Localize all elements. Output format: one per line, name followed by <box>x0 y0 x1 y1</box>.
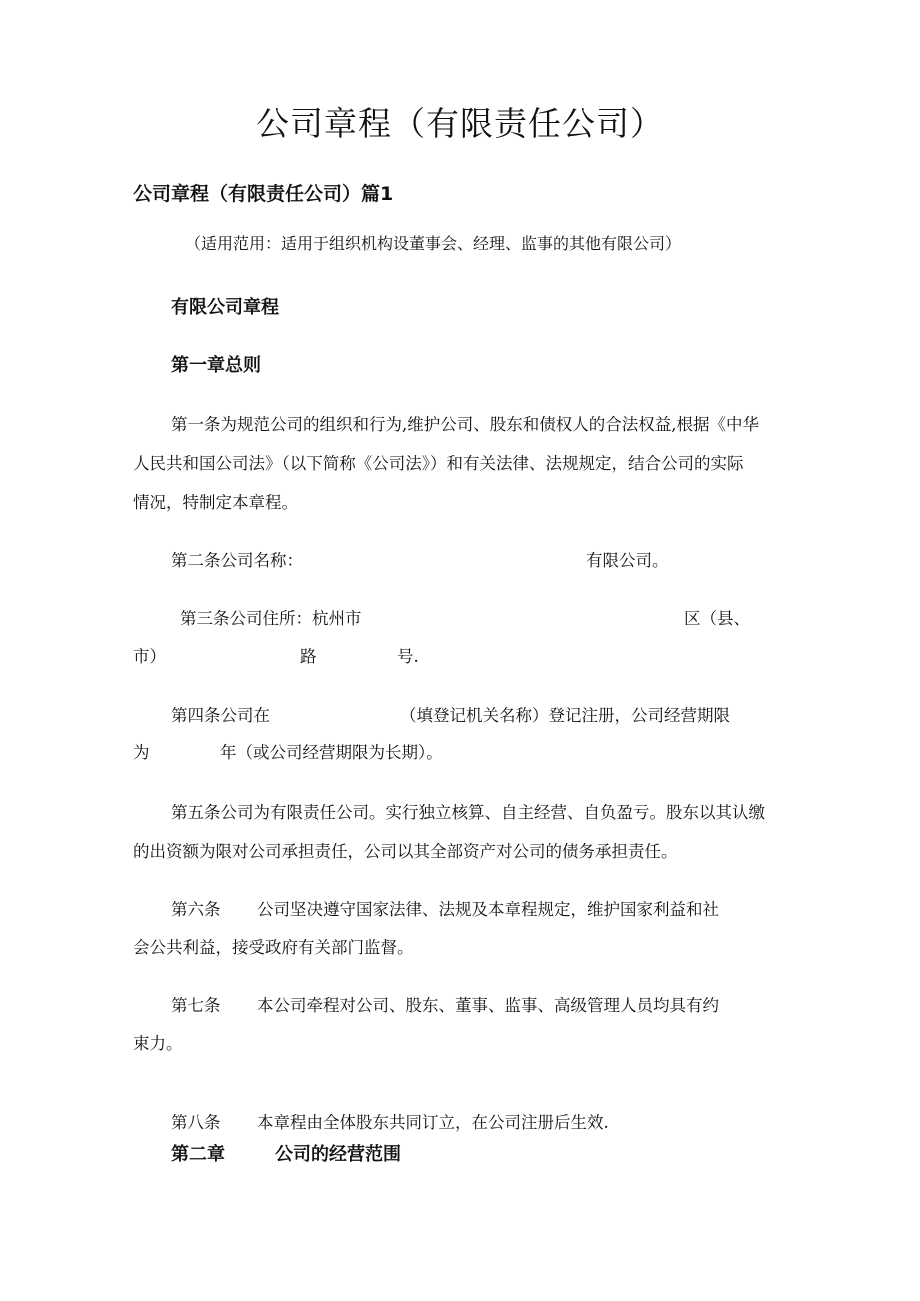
article-4-term-prefix: 为 <box>133 743 150 762</box>
article-5-line-1: 第五条公司为有限责任公司。实行独立核算、自主经营、自负盈亏。股东以其认缴 <box>171 803 765 822</box>
chapter-2-label: 第二章 <box>171 1144 225 1165</box>
article-1-line-2: 人民共和国公司法》（以下简称《公司法》）和有关法律、法规规定，结合公司的实际 <box>133 454 744 473</box>
article-7-label: 第七条 <box>171 996 221 1015</box>
article-4-label: 第四条公司在 <box>171 706 270 725</box>
article-3-road: 路 <box>300 647 317 666</box>
article-7-line-1: 本公司牵程对公司、股东、董事、监事、高级管理人员均具有约 <box>257 996 719 1015</box>
article-1-line-1: 第一条为规范公司的组织和行为,维护公司、股东和债权人的合法权益,根据《中华 <box>171 415 759 434</box>
scope-note: （适用范用：适用于组织机构设董事会、经理、监事的其他有限公司） <box>185 234 682 253</box>
chapter-1-heading: 第一章总则 <box>171 355 261 376</box>
article-6-line-2: 会公共利益，接受政府有关部门监督。 <box>133 938 414 957</box>
article-3-district: 区（县、 <box>684 609 750 628</box>
section-title: 有限公司章程 <box>171 297 279 318</box>
article-2-label: 第二条公司名称： <box>171 551 303 570</box>
article-7-line-2: 束力。 <box>133 1034 183 1053</box>
article-6-label: 第六条 <box>171 900 221 919</box>
article-8-label: 第八条 <box>171 1113 221 1132</box>
article-3-city: 市） <box>133 647 166 666</box>
article-3-label: 第三条公司住所：杭州市 <box>180 609 362 628</box>
chapter-2-title: 公司的经营范围 <box>275 1144 401 1165</box>
article-3-number: 号. <box>397 647 419 666</box>
document-title: 公司章程（有限责任公司） <box>256 104 664 143</box>
article-6-line-1: 公司坚决遵守国家法律、法规及本章程规定，维护国家利益和社 <box>257 900 719 919</box>
article-4-registry: （填登记机关名称）登记注册，公司经营期限 <box>400 706 730 725</box>
article-4-term-suffix: 年（或公司经营期限为长期）。 <box>220 743 443 762</box>
article-1-line-3: 情况，特制定本章程。 <box>133 493 298 512</box>
article-2-company-suffix: 有限公司。 <box>586 551 669 570</box>
article-8-text: 本章程由全体股东共同订立，在公司注册后生效. <box>257 1113 609 1132</box>
document-subtitle: 公司章程（有限责任公司）篇1 <box>133 183 394 205</box>
article-5-line-2: 的出资额为限对公司承担责任，公司以其全部资产对公司的债务承担责任。 <box>133 842 678 861</box>
